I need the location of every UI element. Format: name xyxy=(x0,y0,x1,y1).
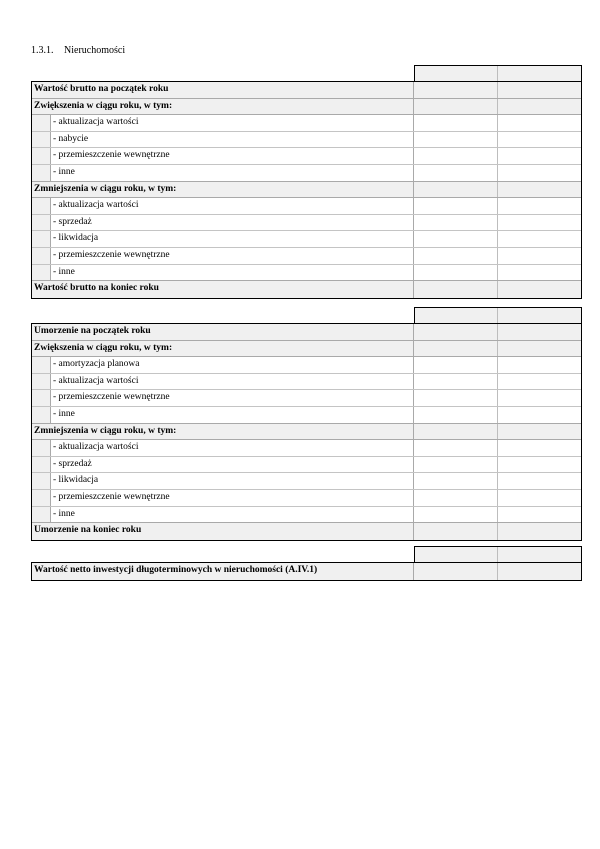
value-cell[interactable] xyxy=(414,324,498,340)
value-cell[interactable] xyxy=(414,198,498,214)
value-cell[interactable] xyxy=(498,390,581,406)
row-label: Umorzenie na początek roku xyxy=(34,326,151,336)
value-cell[interactable] xyxy=(498,115,581,131)
value-cell[interactable] xyxy=(498,324,581,340)
value-cell[interactable] xyxy=(498,424,581,440)
row-label-cell xyxy=(32,82,414,98)
value-cell[interactable] xyxy=(498,82,581,98)
indent-cell xyxy=(32,473,51,489)
row-label: Wartość brutto na koniec roku xyxy=(34,283,159,294)
value-cell[interactable] xyxy=(414,390,498,406)
value-cell[interactable] xyxy=(498,265,581,281)
value-cell[interactable] xyxy=(498,99,581,115)
table-header xyxy=(31,307,582,323)
row-label-cell xyxy=(32,198,414,214)
row-label: - przemieszczenie wewnętrzne xyxy=(53,392,170,403)
header-col-2 xyxy=(498,308,581,323)
value-cell[interactable] xyxy=(414,281,498,298)
value-cell[interactable] xyxy=(414,115,498,131)
value-cell[interactable] xyxy=(414,265,498,281)
row-label: Umorzenie na koniec roku xyxy=(34,525,142,536)
table-body xyxy=(31,81,582,299)
value-cell[interactable] xyxy=(414,457,498,473)
table-row xyxy=(32,357,581,374)
table-row xyxy=(32,265,581,282)
row-label: Zmniejszenia w ciągu roku, w tym: xyxy=(34,183,177,194)
indent-cell xyxy=(32,198,51,214)
value-cell[interactable] xyxy=(414,215,498,231)
indent-cell xyxy=(32,374,51,390)
table-row xyxy=(32,215,581,232)
row-label: Zmniejszenia w ciągu roku, w tym: xyxy=(34,425,177,436)
row-label-cell xyxy=(32,440,414,456)
table-body xyxy=(31,562,582,581)
indent-cell xyxy=(32,440,51,456)
table-row xyxy=(32,324,581,341)
depreciation-table xyxy=(31,307,582,541)
indent-cell xyxy=(32,248,51,264)
table-row xyxy=(32,165,581,182)
value-cell[interactable] xyxy=(414,407,498,423)
value-cell[interactable] xyxy=(414,357,498,373)
row-label-cell xyxy=(32,265,414,281)
table-row xyxy=(32,148,581,165)
value-cell[interactable] xyxy=(498,182,581,198)
value-cell[interactable] xyxy=(498,215,581,231)
row-label: - przemieszczenie wewnętrzne xyxy=(53,249,170,260)
row-label-cell xyxy=(32,563,414,580)
value-cell[interactable] xyxy=(498,198,581,214)
table-row xyxy=(32,198,581,215)
value-cell[interactable] xyxy=(498,132,581,148)
row-label: - przemieszczenie wewnętrzne xyxy=(53,491,170,502)
row-label-cell xyxy=(32,523,414,540)
row-label: Wartość netto inwestycji długoterminowych w nieruchomości (A.IV.1) xyxy=(34,565,318,575)
table-row xyxy=(32,182,581,199)
table-row xyxy=(32,231,581,248)
row-label: - sprzedaż xyxy=(53,216,92,227)
value-cell[interactable] xyxy=(414,473,498,489)
indent-cell xyxy=(32,407,51,423)
net-value-table xyxy=(31,546,582,581)
row-label-cell xyxy=(32,357,414,373)
indent-cell xyxy=(32,490,51,506)
row-label: - nabycie xyxy=(53,133,89,144)
indent-cell xyxy=(32,265,51,281)
value-cell[interactable] xyxy=(414,165,498,181)
gross-value-table xyxy=(31,65,582,299)
value-cell[interactable] xyxy=(414,82,498,98)
indent-cell xyxy=(32,132,51,148)
value-cell[interactable] xyxy=(414,341,498,357)
value-cell[interactable] xyxy=(498,457,581,473)
row-label-cell xyxy=(32,248,414,264)
row-label-cell xyxy=(32,507,414,523)
table-row xyxy=(32,407,581,424)
row-label-cell xyxy=(32,390,414,406)
row-label-cell xyxy=(32,281,414,298)
table-row xyxy=(32,507,581,524)
row-label: - amortyzacja planowa xyxy=(53,359,140,370)
row-label: - likwidacja xyxy=(53,475,99,486)
row-label: - sprzedaż xyxy=(53,458,92,469)
header-col-2 xyxy=(498,547,581,562)
row-label: - inne xyxy=(53,408,75,419)
section-number: 1.3.1. xyxy=(31,45,54,56)
table-row xyxy=(32,390,581,407)
value-cell[interactable] xyxy=(414,132,498,148)
value-cell[interactable] xyxy=(498,357,581,373)
row-label-cell xyxy=(32,148,414,164)
row-label: - likwidacja xyxy=(53,233,99,244)
table-header xyxy=(31,546,582,562)
indent-cell xyxy=(32,231,51,247)
value-cell[interactable] xyxy=(414,374,498,390)
value-cell[interactable] xyxy=(498,248,581,264)
table-row xyxy=(32,563,581,580)
row-label-cell xyxy=(32,490,414,506)
row-label: Zwiększenia w ciągu roku, w tym: xyxy=(34,100,173,111)
header-col-1 xyxy=(415,66,498,81)
value-cell[interactable] xyxy=(498,165,581,181)
value-cell[interactable] xyxy=(414,231,498,247)
indent-cell xyxy=(32,165,51,181)
table-row xyxy=(32,473,581,490)
indent-cell xyxy=(32,357,51,373)
indent-cell xyxy=(32,215,51,231)
table-row xyxy=(32,523,581,540)
row-label-cell xyxy=(32,132,414,148)
row-label-cell xyxy=(32,457,414,473)
row-label: - aktualizacja wartości xyxy=(53,375,139,386)
table-row xyxy=(32,281,581,298)
section-heading xyxy=(31,45,125,56)
row-label-cell xyxy=(32,182,414,198)
row-label: - inne xyxy=(53,166,75,177)
table-row xyxy=(32,490,581,507)
value-cell[interactable] xyxy=(498,374,581,390)
indent-cell xyxy=(32,507,51,523)
row-label-cell xyxy=(32,473,414,489)
indent-cell xyxy=(32,457,51,473)
row-label: - inne xyxy=(53,266,75,277)
row-label-cell xyxy=(32,115,414,131)
table-row xyxy=(32,115,581,132)
value-cell[interactable] xyxy=(414,424,498,440)
value-cell[interactable] xyxy=(498,507,581,523)
table-row xyxy=(32,248,581,265)
table-row xyxy=(32,341,581,358)
value-cell[interactable] xyxy=(498,473,581,489)
table-row xyxy=(32,424,581,441)
value-cell[interactable] xyxy=(498,341,581,357)
value-cell[interactable] xyxy=(414,523,498,540)
row-label-cell xyxy=(32,215,414,231)
value-cell[interactable] xyxy=(498,231,581,247)
row-label: - przemieszczenie wewnętrzne xyxy=(53,150,170,161)
row-label-cell xyxy=(32,324,414,340)
table-row xyxy=(32,457,581,474)
value-cell[interactable] xyxy=(498,148,581,164)
row-label: - aktualizacja wartości xyxy=(53,200,139,211)
header-col-1 xyxy=(415,547,498,562)
value-cell[interactable] xyxy=(414,148,498,164)
value-cell[interactable] xyxy=(414,563,498,580)
row-label-cell xyxy=(32,231,414,247)
value-cell[interactable] xyxy=(498,407,581,423)
value-cell[interactable] xyxy=(498,281,581,298)
value-cell[interactable] xyxy=(414,440,498,456)
table-row xyxy=(32,132,581,149)
table-row xyxy=(32,440,581,457)
value-cell[interactable] xyxy=(414,182,498,198)
value-cell[interactable] xyxy=(498,490,581,506)
row-label-cell xyxy=(32,341,414,357)
table-body xyxy=(31,323,582,541)
value-cell[interactable] xyxy=(498,523,581,540)
row-label-cell xyxy=(32,99,414,115)
row-label-cell xyxy=(32,374,414,390)
value-cell[interactable] xyxy=(414,507,498,523)
row-label-cell xyxy=(32,165,414,181)
table-row xyxy=(32,82,581,99)
header-col-1 xyxy=(415,308,498,323)
row-label: Wartość brutto na początek roku xyxy=(34,84,169,94)
value-cell[interactable] xyxy=(498,563,581,580)
row-label: - aktualizacja wartości xyxy=(53,442,139,453)
row-label-cell xyxy=(32,424,414,440)
table-row xyxy=(32,99,581,116)
section-title: Nieruchomości xyxy=(64,45,126,56)
value-cell[interactable] xyxy=(498,440,581,456)
indent-cell xyxy=(32,115,51,131)
indent-cell xyxy=(32,148,51,164)
row-label: - aktualizacja wartości xyxy=(53,117,139,128)
row-label: - inne xyxy=(53,508,75,519)
table-row xyxy=(32,374,581,391)
value-cell[interactable] xyxy=(414,99,498,115)
table-header xyxy=(31,65,582,81)
row-label-cell xyxy=(32,407,414,423)
row-label: Zwiększenia w ciągu roku, w tym: xyxy=(34,342,173,353)
indent-cell xyxy=(32,390,51,406)
value-cell[interactable] xyxy=(414,490,498,506)
value-cell[interactable] xyxy=(414,248,498,264)
header-col-2 xyxy=(498,66,581,81)
